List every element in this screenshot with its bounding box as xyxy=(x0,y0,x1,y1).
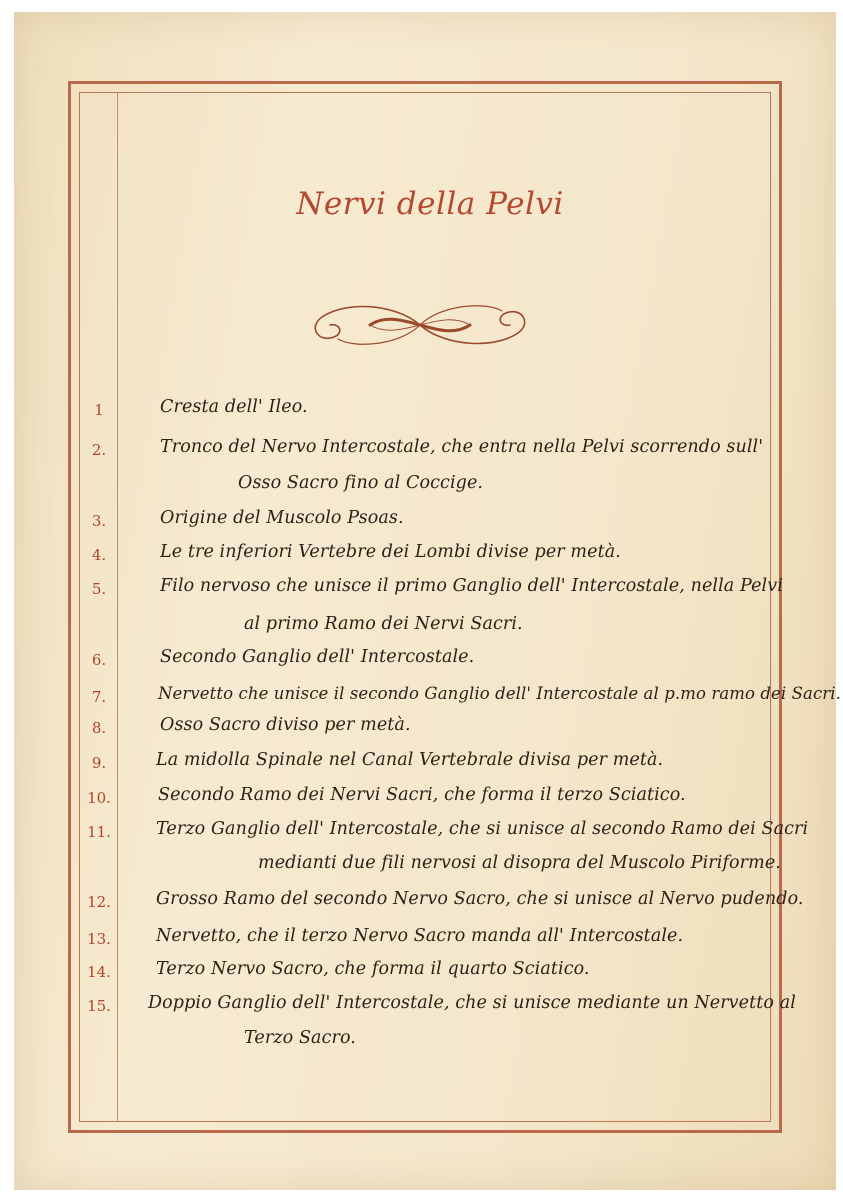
entry-text: Secondo Ramo dei Nervi Sacri, che forma il terzo Sciatico. xyxy=(158,785,686,805)
entry-text: Le tre inferiori Vertebre dei Lombi divise per metà. xyxy=(160,542,621,562)
entry-text: La midolla Spinale nel Canal Vertebrale divisa per metà. xyxy=(156,750,664,770)
entry-text: Cresta dell' Ileo. xyxy=(160,397,308,417)
entry-number: 4. xyxy=(91,546,107,564)
entry-text: Secondo Ganglio dell' Intercostale. xyxy=(160,647,475,667)
entry-text-continuation: Terzo Sacro. xyxy=(244,1028,356,1048)
entry-text: Tronco del Nervo Intercostale, che entra nella Pelvi scorrendo sull' xyxy=(160,437,764,457)
entry-text: Osso Sacro diviso per metà. xyxy=(160,715,411,735)
page-title: Nervi della Pelvi xyxy=(296,186,564,222)
entry-number: 15. xyxy=(87,997,111,1015)
entry-text-continuation: al primo Ramo dei Nervi Sacri. xyxy=(244,614,523,634)
entry-number: 11. xyxy=(87,823,111,841)
entry-text: Nervetto, che il terzo Nervo Sacro manda all' Intercostale. xyxy=(156,926,684,946)
entry-text: Terzo Ganglio dell' Intercostale, che si unisce al secondo Ramo dei Sacri xyxy=(156,819,809,839)
entry-number: 14. xyxy=(87,963,111,981)
entry-number: 3. xyxy=(91,512,107,530)
entry-number: 5. xyxy=(91,580,107,598)
entry-text-continuation: medianti due fili nervosi al disopra del Muscolo Piriforme. xyxy=(258,853,781,873)
entry-text-continuation: Osso Sacro fino al Coccige. xyxy=(238,473,484,493)
entry-text: Terzo Nervo Sacro, che forma il quarto Sciatico. xyxy=(156,959,590,979)
entry-text: Grosso Ramo del secondo Nervo Sacro, che si unisce al Nervo pudendo. xyxy=(156,889,804,909)
entry-number: 1 xyxy=(94,401,104,419)
entry-number: 7. xyxy=(91,688,107,706)
entry-number: 10. xyxy=(87,789,111,807)
entry-number: 9. xyxy=(91,754,107,772)
entry-text: Origine del Muscolo Psoas. xyxy=(160,508,404,528)
entry-text: Nervetto che unisce il secondo Ganglio dell' Intercostale al p.mo ramo dei Sacri. xyxy=(158,684,842,703)
entry-number: 8. xyxy=(91,719,107,737)
entry-number: 6. xyxy=(91,651,107,669)
entry-number: 2. xyxy=(91,441,107,459)
entry-number: 12. xyxy=(87,893,111,911)
entry-text: Doppio Ganglio dell' Intercostale, che si unisce mediante un Nervetto al xyxy=(148,993,796,1013)
entry-text: Filo nervoso che unisce il primo Ganglio dell' Intercostale, nella Pelvi xyxy=(160,576,783,596)
entry-number: 13. xyxy=(87,930,111,948)
